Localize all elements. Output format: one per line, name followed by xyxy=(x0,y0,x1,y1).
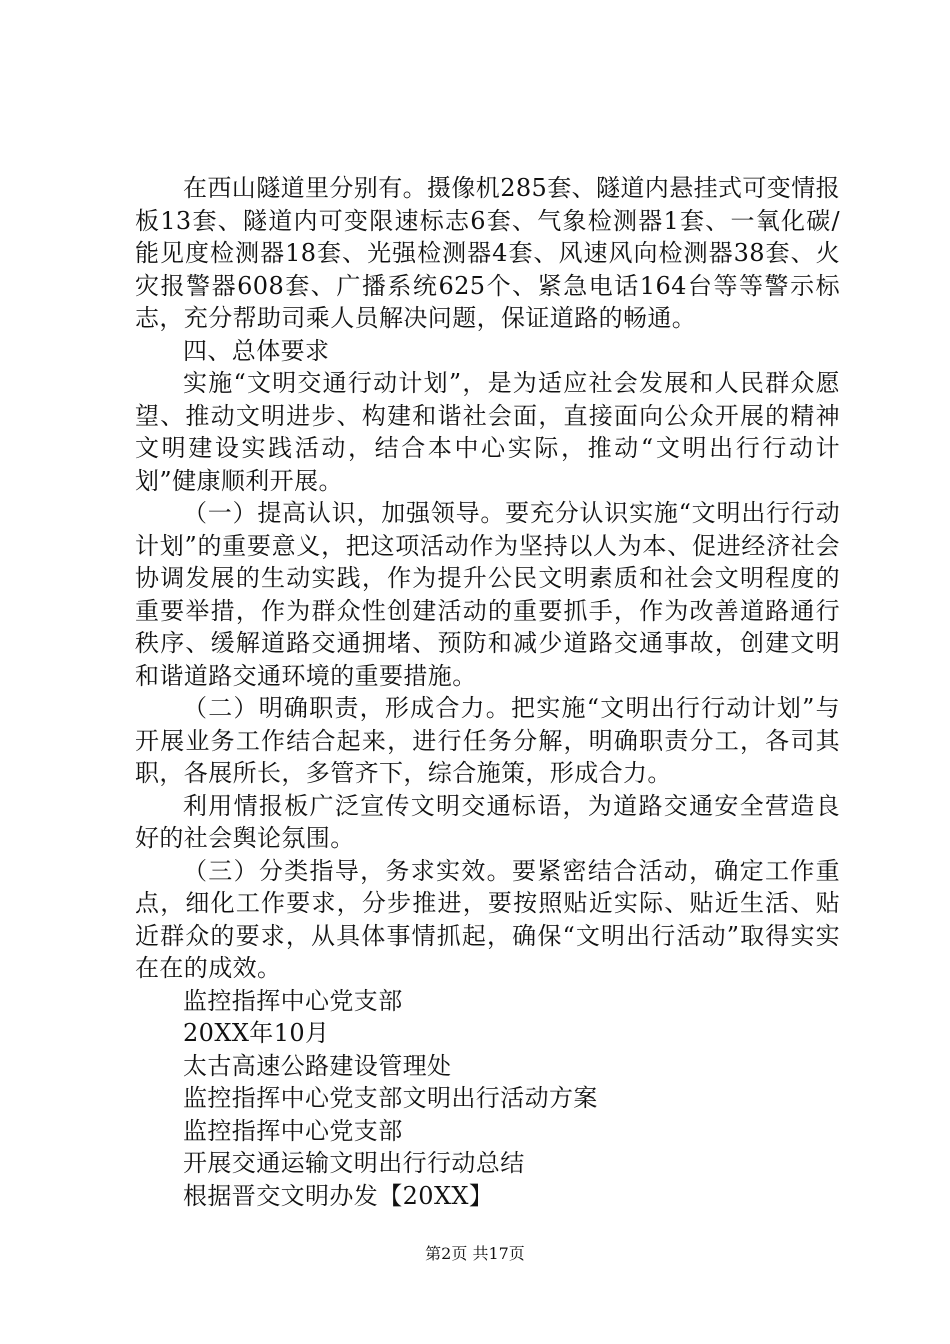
line-management-office: 太古高速公路建设管理处 xyxy=(183,1051,452,1080)
page-number-footer: 第2页 共17页 xyxy=(425,1244,525,1263)
paragraph-implementation: 实施“文明交通行动计划”，是为适应社会发展和人民群众愿望、推动文明进步、构建和谐社会面，直接面向公众开展的精神文明建设实践活动，结合本中心实际，推动“文明出行行动计划”健康顺利开展。 xyxy=(135,369,840,495)
line-activity-plan-title: 监控指挥中心党支部文明出行活动方案 xyxy=(183,1084,598,1112)
paragraph-item-three: （三）分类指导，务求实效。要紧密结合活动，确定工作重点，细化工作要求，分步推进，要按照贴近实际、贴近生活、贴近群众的要求，从具体事情抓起，确保“文明出行活动”取得实实在在的成效。 xyxy=(135,856,840,982)
paragraph-tunnel-equipment: 在西山隧道里分别有。摄像机285套、隧道内悬挂式可变情报板13套、隧道内可变限速标志6套、气象检测器1套、一氧化碳/能见度检测器18套、光强检测器4套、风速风向检测器38套、火灾报警器608套、广播系统625个、紧急电话164台等等警示标志，充分帮助司乘人员解决问题，保证道路的畅通。 xyxy=(135,174,841,332)
line-party-branch-repeat: 监控指挥中心党支部 xyxy=(183,1116,403,1145)
paragraph-info-board: 利用情报板广泛宣传文明交通标语，为道路交通安全营造良好的社会舆论氛围。 xyxy=(135,791,840,852)
line-reference: 根据晋交文明办发【20XX】 xyxy=(183,1181,494,1210)
document-body xyxy=(135,172,840,1212)
signature-date: 20XX年10月 xyxy=(183,1019,330,1047)
paragraph-item-one: （一）提高认识，加强领导。要充分认识实施“文明出行行动计划”的重要意义，把这项活动作为坚持以人为本、促进经济社会协调发展的生动实践，作为提升公民文明素质和社会文明程度的重要举措，作为群众性创建活动的重要抓手，作为改善道路通行秩序、缓解道路交通拥堵、预防和减少道路交通事故，创建文明和谐道路交通环境的重要措施。 xyxy=(135,499,840,690)
section-heading-general-requirements: 四、总体要求 xyxy=(183,336,330,365)
line-summary-title: 开展交通运输文明出行行动总结 xyxy=(183,1149,525,1177)
signature-party-branch: 监控指挥中心党支部 xyxy=(183,986,403,1015)
paragraph-item-two: （二）明确职责，形成合力。把实施“文明出行行动计划”与开展业务工作结合起来，进行任务分解，明确职责分工，各司其职，各展所长，多管齐下，综合施策，形成合力。 xyxy=(135,694,840,787)
